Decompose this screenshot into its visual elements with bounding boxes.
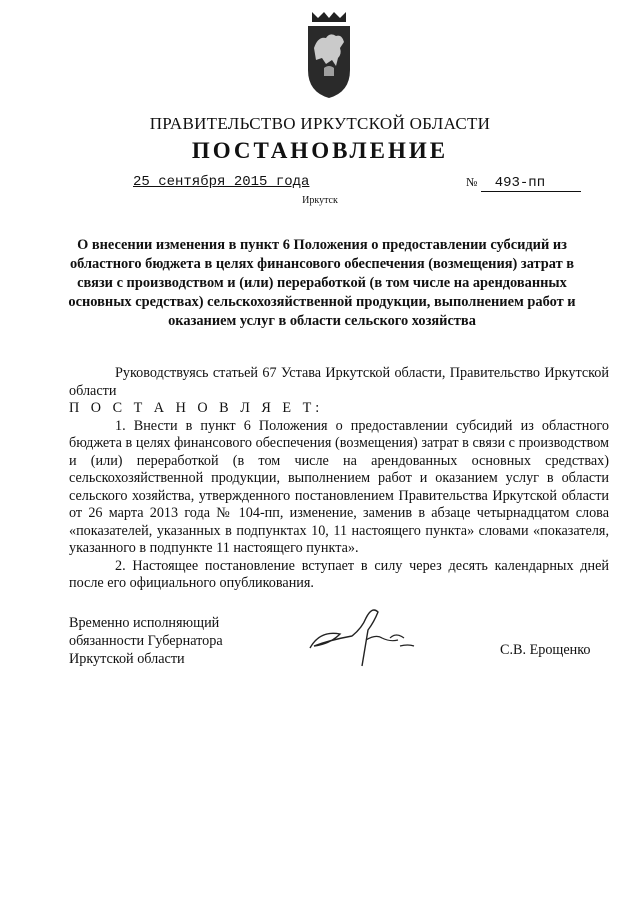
government-title: ПРАВИТЕЛЬСТВО ИРКУТСКОЙ ОБЛАСТИ	[149, 114, 491, 133]
document-date: 25 сентября 2015 года	[133, 174, 310, 190]
signer-title-line-3: Иркутской области	[69, 651, 185, 667]
city-label: Иркутск	[302, 195, 338, 206]
signer-title	[69, 614, 223, 668]
signer-title-line-1: Временно исполняющий	[69, 615, 220, 631]
signer-title-line-2: обязанности Губернатора	[69, 633, 223, 649]
item-2-paragraph: 2. Настоящее постановление вступает в силу через десять календарных дней после его официального опубликования.	[69, 557, 609, 591]
decree-word: П О С Т А Н О В Л Я Е Т:	[69, 400, 324, 416]
number-sign: №	[466, 175, 478, 189]
document-subject: О внесении изменения в пункт 6 Положения о предоставлении субсидий из областного бюджета в целях финансового обеспечения (возмещения) затрат в связи с производством и (или) переработкой (в том числе на арендованных основных средствах) сельскохозяйственной продукции, выполнением работ и оказанием услуг в области сельского хозяйства	[68, 237, 576, 329]
coat-of-arms-icon	[304, 8, 354, 100]
number-value: 493-пп	[481, 176, 581, 192]
document-number	[466, 174, 581, 192]
signer-name: С.В. Ерощенко	[500, 642, 591, 658]
document-type-heading: ПОСТАНОВЛЕНИЕ	[191, 138, 449, 163]
document-body	[69, 365, 609, 593]
item-1-paragraph: 1. Внести в пункт 6 Положения о предоставлении субсидий из областного бюджета в целях финансового обеспечения (возмещения) затрат в связи с производством и (или) переработкой (в том числе на арендованных основных средствах) сельскохозяйственной продукции, выполнением работ и оказанием услуг в области сельского хозяйства, утвержденного постановлением Правительства Иркутской области от 26 марта 2013 года № 104-пп, изменение, заменив в абзаце четырнадцатом слова «показателей, указанных в подпунктах 10, 11 настоящего пункта» словами «показателя, указанного в подпункте 11 настоящего пункта».	[69, 417, 609, 556]
preamble-paragraph: Руководствуясь статьей 67 Устава Иркутской области, Правительство Иркутской области	[69, 365, 609, 399]
handwritten-signature-icon	[300, 600, 420, 670]
